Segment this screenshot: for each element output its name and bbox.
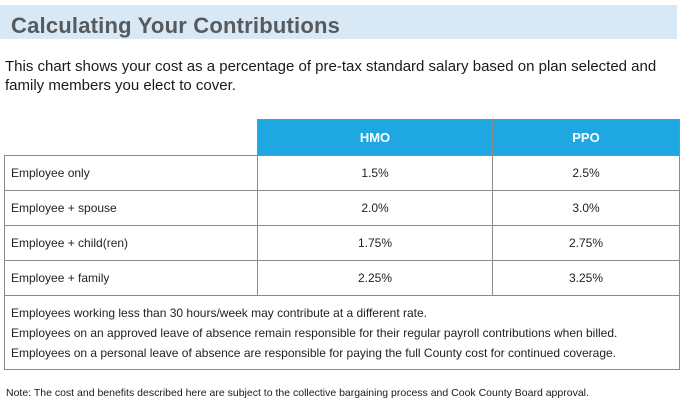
row-label: Employee + family [5,261,258,296]
row-label: Employee + spouse [5,191,258,226]
table-row [5,261,680,296]
row-label: Employee only [5,156,258,191]
intro-paragraph: This chart shows your cost as a percentage of pre-tax standard salary based on plan selected and family members you elect to cover. [5,58,657,94]
table-row [5,191,680,226]
header-ppo: PPO [493,120,680,156]
hmo-value: 1.75% [258,226,493,261]
ppo-value: 3.25% [493,261,680,296]
table-header-row [5,120,680,156]
table-row [5,226,680,261]
contribution-table [4,119,680,370]
table-row [5,156,680,191]
title-banner [0,5,677,39]
page-title: Calculating Your Contributions [11,13,341,38]
ppo-value: 2.5% [493,156,680,191]
header-hmo: HMO [258,120,493,156]
hmo-value: 2.0% [258,191,493,226]
note-line: Employees on an approved leave of absence remain responsible for their regular payroll contributions when billed. [11,326,618,340]
row-label: Employee + child(ren) [5,226,258,261]
footnote: Note: The cost and benefits described here are subject to the collective bargaining process and Cook County Board approval. [6,387,589,399]
note-line: Employees on a personal leave of absence are responsible for paying the full County cost for continued coverage. [11,346,617,360]
hmo-value: 2.25% [258,261,493,296]
header-blank-cell [5,120,258,156]
notes-row [5,296,680,370]
ppo-value: 3.0% [493,191,680,226]
hmo-value: 1.5% [258,156,493,191]
note-line: Employees working less than 30 hours/week may contribute at a different rate. [11,306,427,320]
ppo-value: 2.75% [493,226,680,261]
notes-cell [5,296,680,370]
